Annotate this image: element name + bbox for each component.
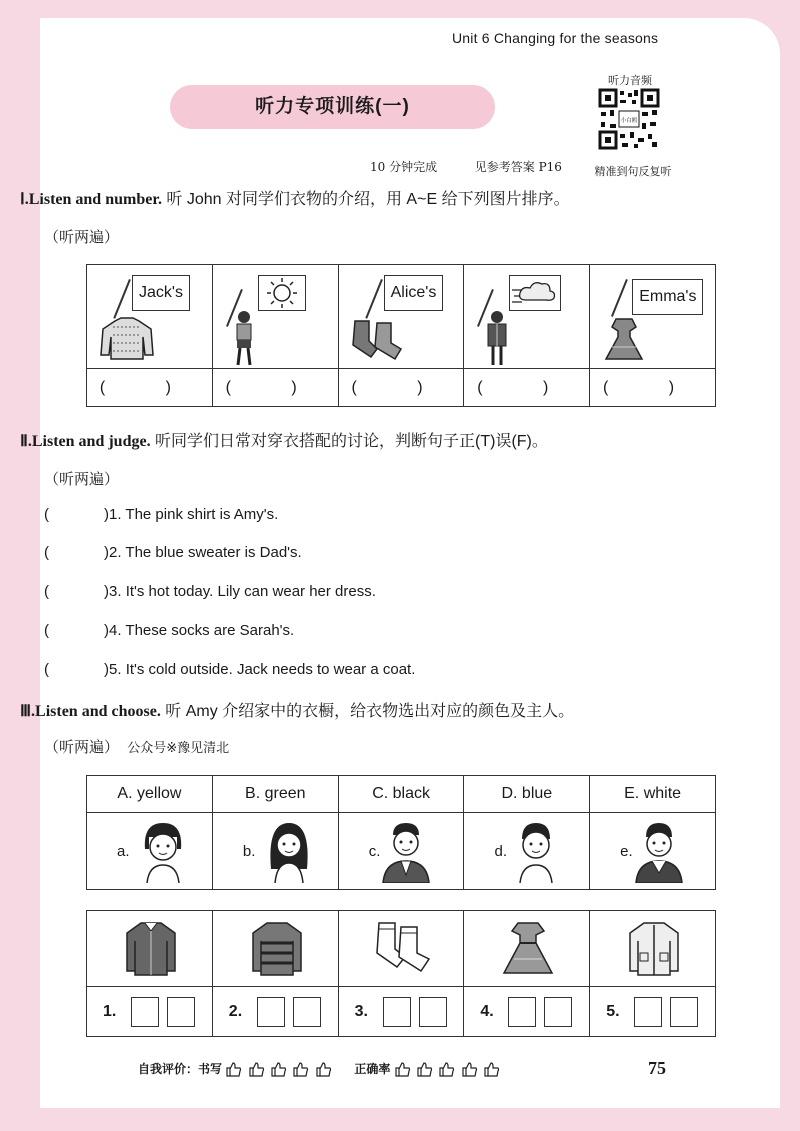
thumb-icon[interactable]: [270, 1062, 287, 1077]
answer-number: 3.: [354, 1003, 368, 1020]
girl-short-hair-icon: [139, 819, 187, 883]
section-3-instruction: 听 Amy 介绍家中的衣橱，给衣物选出对应的颜色及主人。: [160, 703, 575, 720]
section-2-instruction: 听同学们日常对穿衣搭配的讨论，判断句子正(T)误(F)。: [150, 433, 548, 450]
answer-cell-4: [464, 987, 590, 1037]
qr-label: 听力音频: [608, 75, 652, 87]
answer-paren-1[interactable]: ( ): [87, 369, 213, 407]
thumb-icon[interactable]: [315, 1062, 332, 1077]
qr-code-icon: [598, 88, 660, 150]
qr-caption: 精准到句反复听: [594, 166, 672, 178]
person-cell-b: [212, 813, 338, 890]
boy-icon: [512, 819, 560, 883]
judge-text: It's hot today. Lily can wear her dress.: [125, 583, 376, 600]
answer-cell-3: [338, 987, 464, 1037]
thumb-icon[interactable]: [394, 1062, 411, 1077]
socks-icon: [347, 317, 411, 363]
section-3-numeral: Ⅲ.: [20, 703, 36, 720]
answer-number: 1.: [103, 1003, 117, 1020]
answer-cell-2: [212, 987, 338, 1037]
accuracy-thumbs: [394, 1062, 502, 1076]
section-1-numeral: Ⅰ.: [20, 191, 29, 208]
answer-ref: 见参考答案 P16: [474, 160, 562, 174]
thumb-icon[interactable]: [225, 1062, 242, 1077]
answer-box-owner[interactable]: [167, 997, 195, 1027]
page-title: 听力专项训练(一): [170, 85, 495, 129]
qr-code-block[interactable]: [588, 72, 672, 162]
person-cell-e: [590, 813, 716, 890]
picture-cell-3: [338, 265, 464, 369]
striped-sweater-icon: [249, 919, 305, 979]
answer-paren-2[interactable]: ( ): [212, 369, 338, 407]
answer-number: 2.: [228, 1003, 243, 1020]
timing-note: [370, 158, 562, 175]
clothes-cell-4: [464, 911, 590, 987]
woman-long-hair-icon: [265, 819, 313, 883]
party-dress-icon: [500, 919, 556, 979]
judge-text: It's cold outside. Jack needs to wear a coat.: [125, 661, 416, 678]
section-3-note: [44, 736, 229, 757]
judge-open-paren: (: [44, 622, 49, 639]
judge-item-2[interactable]: [44, 544, 302, 561]
thumb-icon[interactable]: [483, 1062, 500, 1077]
windy-cloud-icon: [510, 276, 560, 310]
self-evaluation: [138, 1060, 502, 1077]
owner-tag-3: Alice's: [384, 275, 444, 311]
owner-tag-1: Jack's: [132, 275, 190, 311]
section-1-table: [86, 264, 716, 407]
white-socks-icon: [371, 919, 435, 979]
answer-box-color[interactable]: [383, 997, 411, 1027]
judge-item-4[interactable]: [44, 622, 294, 639]
color-people-table: [86, 775, 716, 890]
answer-box-owner[interactable]: [419, 997, 447, 1027]
color-option-e: E. white: [590, 776, 716, 813]
section-1-heading: [20, 186, 570, 209]
picture-cell-4: [464, 265, 590, 369]
answer-box-color[interactable]: [634, 997, 662, 1027]
man-suit-icon: [379, 819, 433, 883]
judge-num: )5.: [104, 661, 122, 678]
writing-thumbs: [225, 1062, 337, 1076]
judge-item-3[interactable]: [44, 583, 376, 600]
clothes-answer-table: [86, 910, 716, 1037]
owner-tag-5: Emma's: [632, 279, 703, 315]
section-2-title: Listen and judge.: [31, 433, 151, 450]
clothes-cell-5: [590, 911, 716, 987]
answer-paren-5[interactable]: ( ): [590, 369, 716, 407]
eval-label: 自我评价：书写: [138, 1062, 223, 1076]
judge-item-5[interactable]: [44, 661, 415, 678]
thumb-icon[interactable]: [438, 1062, 455, 1077]
judge-text: The pink shirt is Amy's.: [125, 506, 279, 523]
person-cell-a: [87, 813, 213, 890]
section-1-instruction: 听 John 对同学们衣物的介绍，用 A~E 给下列图片排序。: [161, 191, 570, 208]
man-vest-icon: [632, 819, 686, 883]
answer-paren-4[interactable]: ( ): [464, 369, 590, 407]
judge-num: )4.: [104, 622, 122, 639]
answer-box-color[interactable]: [508, 997, 536, 1027]
thumb-icon[interactable]: [248, 1062, 265, 1077]
time-limit: 10 分钟完成: [370, 160, 438, 174]
thumb-icon[interactable]: [292, 1062, 309, 1077]
section-2-heading: [20, 428, 548, 451]
answer-number: 5.: [606, 1003, 620, 1020]
accuracy-label: 正确率: [354, 1062, 391, 1076]
person-letter: d.: [494, 843, 507, 860]
watermark-text: 公众号※豫见清北: [127, 740, 230, 755]
person-letter: a.: [117, 843, 130, 860]
judge-num: )3.: [104, 583, 122, 600]
person-cell-c: [338, 813, 464, 890]
section-2-note: （听两遍）: [44, 471, 120, 488]
boy-coat-icon: [482, 309, 512, 367]
answer-box-color[interactable]: [131, 997, 159, 1027]
person-letter: e.: [620, 843, 633, 860]
answer-number: 4.: [480, 1003, 494, 1020]
answer-paren-3[interactable]: ( ): [338, 369, 464, 407]
sun-icon: [259, 276, 305, 310]
page-number: 75: [648, 1058, 666, 1078]
judge-text: The blue sweater is Dad's.: [125, 544, 302, 561]
answer-box-color[interactable]: [257, 997, 285, 1027]
answer-cell-1: [87, 987, 213, 1037]
section-3-heading: [20, 698, 574, 721]
picture-cell-2: [212, 265, 338, 369]
section-3-title: Listen and choose.: [35, 703, 161, 720]
weather-tag-sunny: [258, 275, 306, 311]
person-letter: c.: [368, 843, 381, 860]
qr-center-label: 小白鸥: [620, 118, 638, 124]
clothes-cell-2: [212, 911, 338, 987]
jacket-icon: [626, 919, 682, 979]
judge-num: )1.: [104, 506, 122, 523]
shirt-icon: [123, 919, 179, 979]
color-option-a: A. yellow: [87, 776, 213, 813]
clothes-cell-1: [87, 911, 213, 987]
unit-header: Unit 6 Changing for the seasons: [452, 30, 659, 46]
person-letter: b.: [242, 843, 256, 860]
judge-open-paren: (: [44, 583, 49, 600]
answer-box-owner[interactable]: [544, 997, 572, 1027]
picture-cell-1: [87, 265, 213, 369]
picture-cell-5: [590, 265, 716, 369]
dress-icon: [602, 317, 646, 363]
answer-cell-5: [590, 987, 716, 1037]
color-option-c: C. black: [338, 776, 464, 813]
color-option-b: B. green: [212, 776, 338, 813]
judge-open-paren: (: [44, 544, 49, 561]
boy-shorts-icon: [229, 309, 259, 367]
judge-open-paren: (: [44, 661, 49, 678]
answer-box-owner[interactable]: [293, 997, 321, 1027]
color-option-d: D. blue: [464, 776, 590, 813]
section-1-note: （听两遍）: [44, 229, 120, 246]
section-2-numeral: Ⅱ.: [20, 433, 32, 450]
weather-tag-windy: [509, 275, 561, 311]
judge-open-paren: (: [44, 506, 49, 523]
thumb-icon[interactable]: [416, 1062, 433, 1077]
thumb-icon[interactable]: [461, 1062, 478, 1077]
clothes-cell-3: [338, 911, 464, 987]
section-1-title: Listen and number.: [28, 191, 162, 208]
judge-item-1[interactable]: [44, 506, 278, 523]
judge-text: These socks are Sarah's.: [125, 622, 295, 639]
person-cell-d: [464, 813, 590, 890]
answer-box-owner[interactable]: [670, 997, 698, 1027]
judge-num: )2.: [104, 544, 122, 561]
section-3-note-text: （听两遍）: [44, 739, 120, 756]
sweater-icon: [99, 315, 155, 363]
